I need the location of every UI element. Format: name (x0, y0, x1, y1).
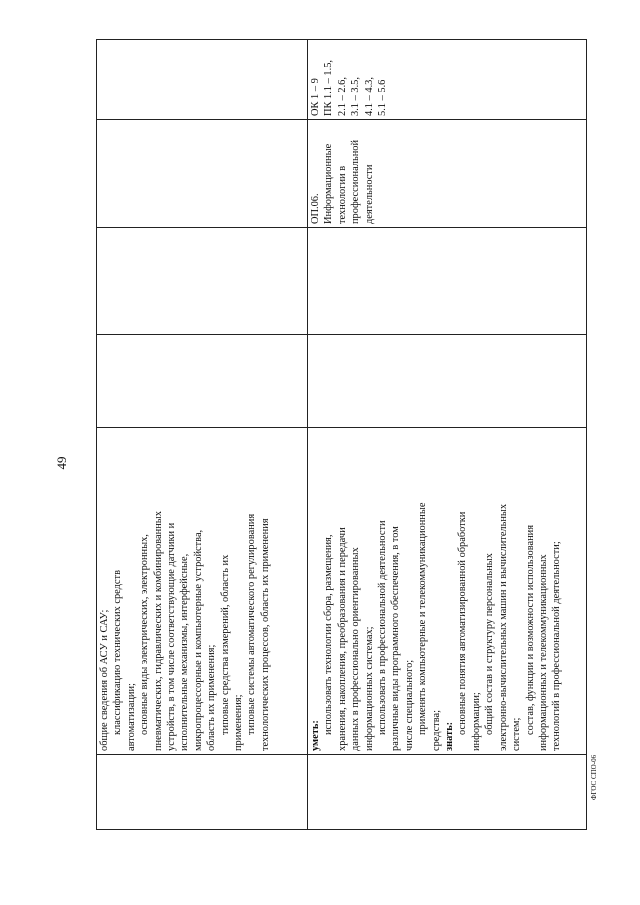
text-line: числе специального; (403, 659, 415, 751)
text-line: Информационные (323, 143, 335, 224)
footer-code: ФГОС СПО-06 (590, 754, 598, 800)
text-line: технологии в (336, 165, 348, 224)
text-line: информации; (470, 692, 482, 751)
table-cell-discipline (308, 120, 587, 228)
text-line: 3.1 – 3.5, (350, 77, 362, 116)
text-line: ОП.06. (310, 193, 321, 224)
table-cell-index (308, 755, 587, 830)
text-line: систем; (511, 717, 523, 751)
text-line: различные виды программного обеспечения, в том (390, 526, 402, 751)
competency-lines (309, 43, 389, 116)
page-number: 49 (54, 456, 69, 470)
text-line: информационных и телекоммуникационных (537, 554, 549, 751)
text-line: типовые средства измерений, область их (219, 554, 231, 735)
table-row (308, 40, 587, 830)
curriculum-table (96, 39, 587, 830)
text-line: ОК 1 – 9 (310, 78, 321, 116)
text-line: профессиональной (350, 139, 362, 224)
text-line: 5.1 – 5.6 (377, 79, 389, 116)
text-line: применять компьютерные и телекоммуникационные (417, 502, 429, 735)
text-line: хранения, накопления, преобразования и передачи (336, 527, 348, 751)
text-line: основные понятия автоматизированной обработки (457, 511, 469, 735)
table-row (97, 40, 308, 830)
text-line: уметь: (310, 720, 321, 751)
discipline-lines (309, 123, 376, 224)
rotated-table-wrapper (96, 40, 586, 830)
table-cell-competencies (97, 40, 308, 120)
text-line: ПК 1.1 – 1.5, (323, 60, 335, 116)
text-line: 2.1 – 2.6, (336, 77, 348, 116)
text-line: общий состав и структуру персональных (484, 553, 496, 735)
table-cell-hours-classroom (308, 228, 587, 335)
text-line: состав, функции и возможности использования (524, 524, 536, 735)
text-line: технологий в профессиональной деятельности; (551, 541, 563, 751)
text-line: применения; (233, 694, 245, 751)
text-line: технологических процессов, область их применения (259, 518, 271, 751)
text-line: электронно-вычислительных машин и вычислительных (497, 503, 509, 751)
text-line: 4.1 – 4.3, (363, 77, 375, 116)
text-line: данных в профессионально ориентированных (350, 547, 362, 751)
text-line: микропроцессорные и компьютерные устройства, (192, 529, 204, 751)
text-line: типовые системы автоматического регулирования (246, 513, 258, 735)
content-lines (309, 431, 564, 751)
text-line: знать: (444, 721, 456, 751)
table-cell-hours-total (308, 335, 587, 428)
text-line: использовать в профессиональной деятельности (377, 520, 389, 735)
text-line: область их применения; (206, 644, 218, 751)
text-line: устройств, в том числе соответствующие датчики и (166, 522, 178, 751)
rotated-table-inner (96, 40, 586, 830)
table-cell-hours-classroom (97, 228, 308, 335)
text-line: пневматических, гидравлических и комбинированных (152, 511, 164, 751)
table-cell-competencies (308, 40, 587, 120)
table-cell-hours-total (97, 335, 308, 428)
text-line: использовать технологии сбора, размещения, (323, 534, 335, 735)
content-lines (98, 431, 272, 751)
text-line: автоматизации; (125, 683, 137, 751)
table-cell-content (97, 428, 308, 755)
text-line: средства; (430, 710, 442, 751)
table-cell-discipline (97, 120, 308, 228)
text-line: классификацию технических средств (112, 570, 124, 735)
table-cell-index (97, 755, 308, 830)
text-line: информационных системах; (363, 626, 375, 751)
text-line: деятельности (363, 164, 375, 224)
text-line: основные виды электрических, электронных, (139, 534, 151, 735)
text-line: исполнительные механизмы, интерфейсные, (179, 553, 191, 751)
table-cell-content (308, 428, 587, 755)
text-line: общие сведения об АСУ и САУ; (99, 609, 110, 751)
